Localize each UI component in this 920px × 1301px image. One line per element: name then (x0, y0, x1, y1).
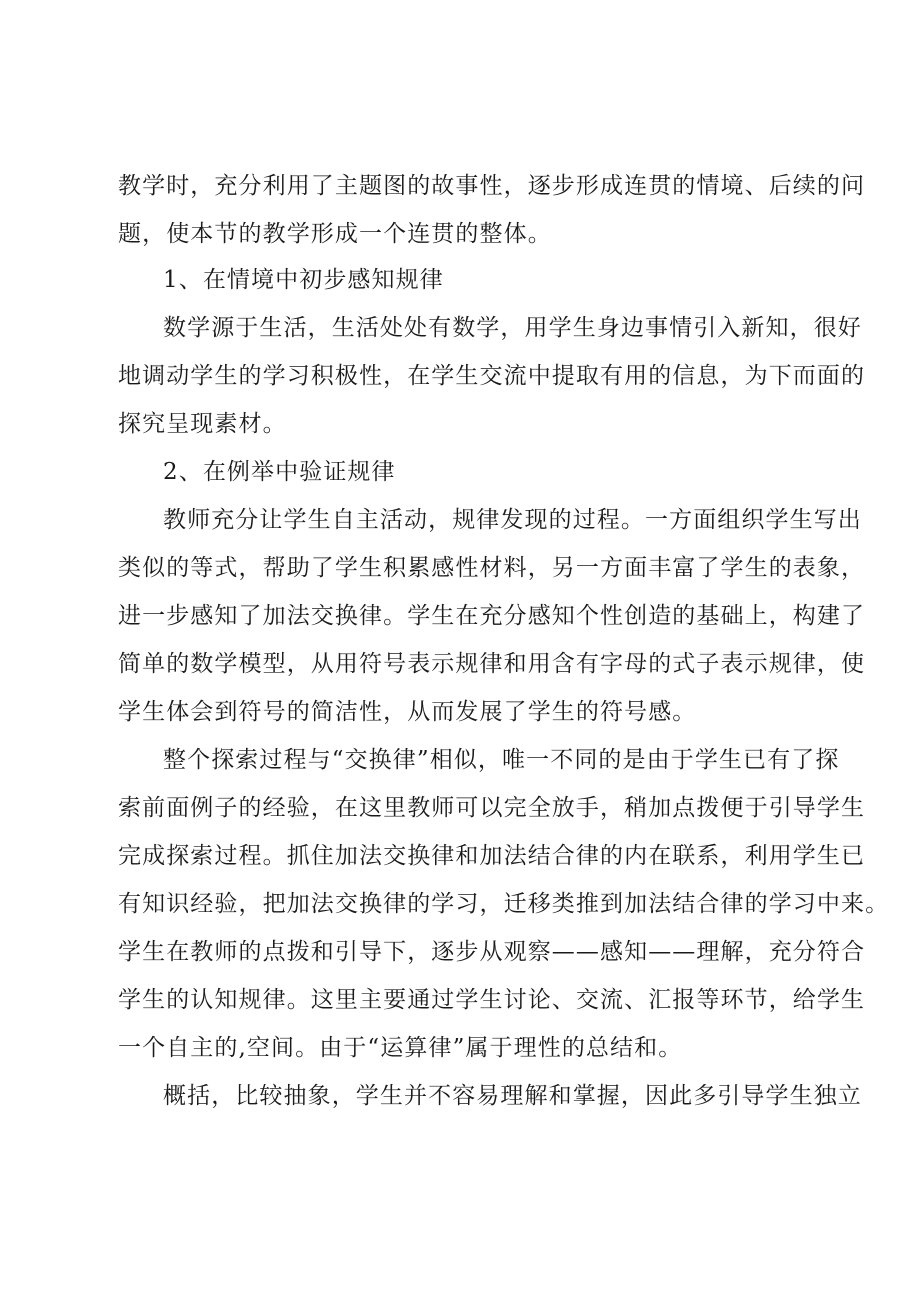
text-line: 完成探索过程。抓住加法交换律和加法结合律的内在联系，利用学生已 (118, 843, 866, 869)
text-line: 有知识经验，把加法交换律的学习，迁移类推到加法结合律的学习中来。 (118, 891, 890, 917)
text-line: 数学源于生活，生活处处有数学，用学生身边事情引入新知，很好 (163, 315, 862, 341)
text-line: 一个自主的,空间。由于“运算律”属于理性的总结和。 (118, 1035, 683, 1061)
text-line: 教师充分让学生自主活动，规律发现的过程。一方面组织学生写出 (163, 507, 862, 533)
text-line: 整个探索过程与“交换律”相似，唯一不同的是由于学生已有了探 (163, 747, 840, 773)
text-line: 类似的等式，帮助了学生积累感性材料，另一方面丰富了学生的表象， (118, 555, 866, 581)
text-line: 学生的认知规律。这里主要通过学生讨论、交流、汇报等环节，给学生 (118, 987, 866, 1013)
text-line: 地调动学生的学习积极性，在学生交流中提取有用的信息，为下而面的 (118, 363, 866, 389)
text-line: 题，使本节的教学形成一个连贯的整体。 (118, 221, 552, 247)
section-heading: 1、在情境中初步感知规律 (163, 267, 444, 293)
text-line: 学生在教师的点拨和引导下，逐步从观察——感知——理解，充分符合 (118, 939, 866, 965)
text-line: 索前面例子的经验，在这里教师可以完全放手，稍加点拨便于引导学生 (118, 795, 866, 821)
text-line: 概括，比较抽象，学生并不容易理解和掌握，因此多引导学生独立 (163, 1083, 862, 1109)
text-line: 探究呈现素材。 (118, 411, 287, 437)
text-line: 简单的数学模型，从用符号表示规律和用含有字母的式子表示规律，使 (118, 651, 866, 677)
text-line: 进一步感知了加法交换律。学生在充分感知个性创造的基础上，构建了 (118, 603, 866, 629)
section-heading: 2、在例举中验证规律 (163, 459, 396, 485)
text-line: 教学时，充分利用了主题图的故事性，逐步形成连贯的情境、后续的问 (118, 173, 866, 199)
text-line: 学生体会到符号的简洁性，从而发展了学生的符号感。 (118, 699, 697, 725)
